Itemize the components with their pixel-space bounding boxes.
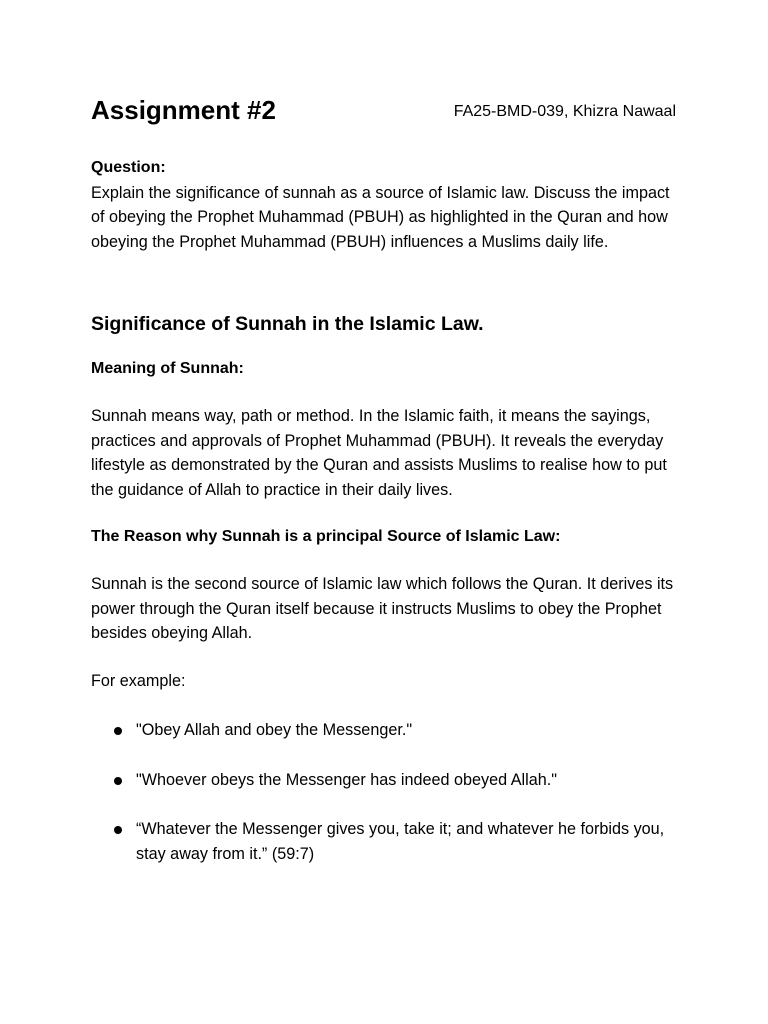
list-item (91, 768, 686, 793)
question-block (91, 156, 686, 254)
reason-heading-block (91, 525, 686, 549)
reason-paragraph: Sunnah is the second source of Islamic law which follows the Quran. It derives its power through the Quran itself because it instructs Muslims to obey the Prophet besides obeying Allah. (91, 575, 674, 643)
example-intro-block (91, 669, 686, 694)
question-text: Explain the significance of sunnah as a source of Islamic law. Discuss the impact of obeying the Prophet Muhammad (PBUH) as highlighted in the Quran and how obeying the Prophet Muhammad (PBUH) influences a Muslims daily life. (91, 183, 670, 251)
example-text: “Whatever the Messenger gives you, take it; and whatever he forbids you, stay away from it.” (59:7) (136, 820, 665, 863)
meaning-paragraph-block (91, 404, 686, 502)
example-text: "Obey Allah and obey the Messenger." (136, 721, 413, 739)
meaning-heading-block (91, 357, 686, 381)
bullet-icon (114, 826, 122, 834)
list-item (91, 817, 686, 866)
document-header (91, 93, 676, 133)
section-heading-block (91, 311, 686, 337)
meaning-heading: Meaning of Sunnah: (91, 360, 244, 377)
reason-paragraph-block (91, 572, 686, 646)
bullet-icon (114, 777, 122, 785)
question-label: Question: (91, 159, 166, 176)
bullet-icon (114, 727, 122, 735)
meaning-paragraph: Sunnah means way, path or method. In the Islamic faith, it means the sayings, practices and approvals of Prophet Muhammad (PBUH). It reveals the everyday lifestyle as demonstrated by the Quran and assists Muslims to realise how to put the guidance of Allah to practice in their daily lives. (91, 407, 667, 499)
reason-heading: The Reason why Sunnah is a principal Source of Islamic Law: (91, 528, 561, 545)
list-item (91, 718, 686, 743)
example-text: "Whoever obeys the Messenger has indeed obeyed Allah." (136, 770, 557, 789)
assignment-title: Assignment #2 (91, 95, 276, 125)
examples-list (91, 718, 686, 891)
example-intro: For example: (91, 672, 186, 690)
author-info: FA25-BMD-039, Khizra Nawaal (453, 103, 676, 120)
section-heading: Significance of Sunnah in the Islamic Law. (91, 313, 484, 335)
